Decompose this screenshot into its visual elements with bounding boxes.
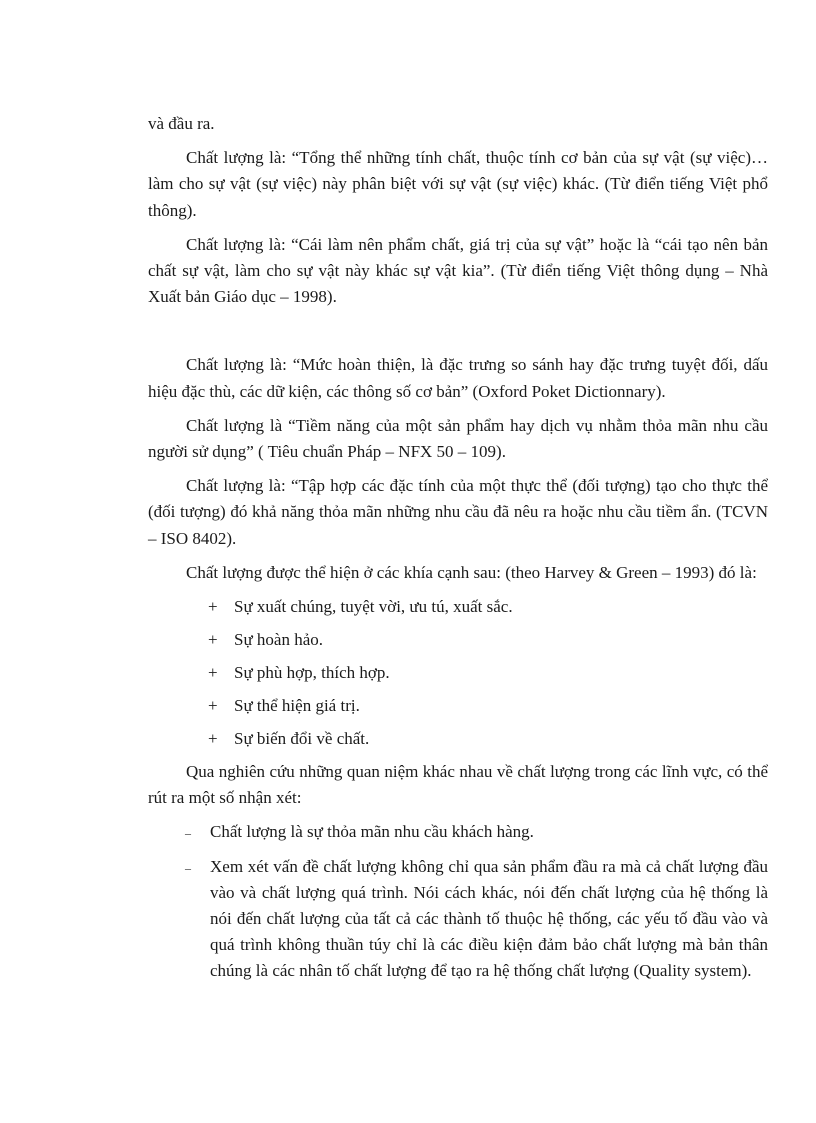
list-item: + Sự xuất chúng, tuyệt vời, ưu tú, xuất sắc.	[148, 594, 768, 620]
list-item: + Sự phù hợp, thích hợp.	[148, 660, 768, 686]
paragraph-definition-1: Chất lượng là: “Tổng thể những tính chất, thuộc tính cơ bản của sự vật (sự việc)… làm cho sự vật (sự việc) này phân biệt với sự vật (sự việc) khác. (Từ điển tiếng Việt phổ thông).	[148, 148, 768, 220]
paragraph-remarks-intro: Qua nghiên cứu những quan niệm khác nhau về chất lượng trong các lĩnh vực, có thể rút ra một số nhận xét:	[148, 762, 768, 808]
dash-bullet: –	[185, 826, 191, 841]
document-page	[148, 111, 768, 993]
list-item: + Sự thể hiện giá trị.	[148, 693, 768, 719]
plus-bullet: +	[208, 696, 218, 716]
paragraph-aspects-intro: Chất lượng được thể hiện ở các khía cạnh sau: (theo Harvey & Green – 1993) đó là:	[186, 562, 757, 582]
plus-bullet: +	[208, 663, 218, 683]
list-item: – Xem xét vấn đề chất lượng không chỉ qua sản phẩm đầu ra mà cả chất lượng đầu vào và chất lượng quá trình. Nói cách khác, nói đến chất lượng của hệ thống là nói đến chất lượng của tất cả các thành tố thuộc hệ thống, các yếu tố đầu vào và quá trình không thuần túy chỉ là các điều kiện đảm bảo chất lượng mà bản thân chúng là các nhân tố chất lượng để tạo ra hệ thống chất lượng (Quality system).	[185, 856, 768, 981]
dash-bullet: –	[185, 860, 191, 875]
paragraph-definition-5: Chất lượng là: “Tập hợp các đặc tính của một thực thể (đối tượng) tạo cho thực thể (đối tượng) đó khả năng thỏa mãn những nhu cầu đã nêu ra hoặc nhu cầu tiềm ẩn. (TCVN – ISO 8402).	[148, 476, 768, 548]
paragraph-definition-3: Chất lượng là: “Mức hoàn thiện, là đặc trưng so sánh hay đặc trưng tuyệt đối, dấu hiệu đặc thù, các dữ kiện, các thông số cơ bản” (Oxford Poket Dictionnary).	[148, 355, 768, 401]
list-item: + Sự biến đổi về chất.	[148, 726, 768, 752]
list-item: – Chất lượng là sự thỏa mãn nhu cầu khách hàng.	[148, 819, 768, 845]
spacer	[148, 318, 768, 352]
paragraph-definition-4: Chất lượng là “Tiềm năng của một sản phẩm hay dịch vụ nhằm thỏa mãn nhu cầu người sử dụng” ( Tiêu chuẩn Pháp – NFX 50 – 109).	[148, 415, 768, 462]
aspects-list	[148, 594, 768, 752]
paragraph-continuation: và đầu ra.	[148, 114, 215, 133]
list-item: + Sự hoàn hảo.	[148, 627, 768, 653]
paragraph-definition-2: Chất lượng là: “Cái làm nên phẩm chất, giá trị của sự vật” hoặc là “cái tạo nên bản chất sự vật, làm cho sự vật này khác sự vật kia”. (Từ điển tiếng Việt thông dụng – Nhà Xuất bản Giáo dục – 1998).	[148, 234, 768, 307]
remarks-list	[148, 819, 768, 984]
plus-bullet: +	[208, 597, 218, 617]
plus-bullet: +	[208, 630, 218, 650]
plus-bullet: +	[208, 729, 218, 749]
